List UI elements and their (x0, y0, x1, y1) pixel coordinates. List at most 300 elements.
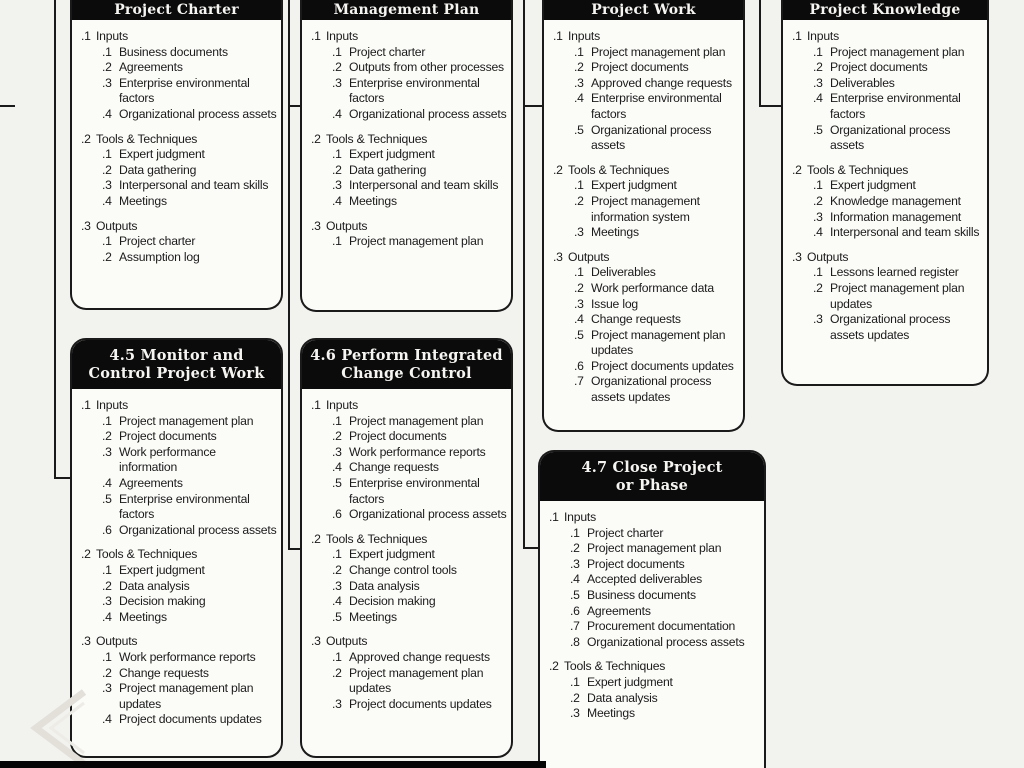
item-number: .3 (81, 218, 91, 233)
list-item (332, 460, 507, 476)
list-item (102, 60, 277, 76)
item-number: .2 (81, 131, 91, 146)
title-line: or Phase (615, 477, 689, 494)
item-number: .2 (332, 665, 342, 680)
list-item (102, 445, 277, 476)
list-item (102, 523, 277, 539)
item-number: .3 (813, 75, 823, 90)
item-text: Data gathering (349, 162, 427, 177)
item-number: .1 (102, 562, 112, 577)
item-number: .5 (332, 475, 342, 490)
section-items (81, 234, 277, 265)
item-text: Change requests (591, 312, 681, 327)
title-line: 4.5 Monitor and (109, 347, 244, 364)
item-text: Work performance reports (119, 649, 256, 664)
item-number: .1 (813, 178, 823, 193)
item-text: Expert judgment (119, 147, 205, 162)
section-label (311, 398, 507, 414)
list-item (102, 476, 277, 492)
list-item (102, 579, 277, 595)
list-item (102, 163, 277, 179)
section-label (549, 510, 760, 526)
list-item (574, 123, 739, 154)
section-inputs (311, 29, 507, 123)
item-text: Project documents updates (591, 358, 734, 373)
list-item (332, 194, 507, 210)
item-text: Project management information system (591, 193, 700, 224)
item-text: Project management plan (830, 44, 965, 59)
item-text: Agreements (587, 603, 651, 618)
item-number: .4 (570, 572, 580, 587)
list-item (574, 359, 739, 375)
item-text: Data analysis (349, 578, 420, 593)
item-text: Interpersonal and team skills (349, 178, 499, 193)
section-items (81, 45, 277, 123)
item-number: .1 (332, 147, 342, 162)
item-text: Outputs (568, 249, 610, 264)
item-text: Outputs (96, 634, 138, 649)
list-item (102, 76, 277, 107)
item-number: .3 (332, 696, 342, 711)
list-item (332, 163, 507, 179)
item-text: Agreements (119, 475, 183, 490)
item-text: Enterprise environmental factors (119, 75, 250, 106)
section-items (311, 234, 507, 250)
item-text: Project management plan updates (119, 681, 254, 711)
list-item (102, 492, 277, 523)
item-number: .2 (570, 541, 580, 556)
list-item (332, 414, 507, 430)
item-text: Lessons learned register (830, 265, 959, 280)
process-box-4-7 (538, 450, 766, 768)
item-number: .7 (570, 619, 580, 634)
list-item (102, 234, 277, 250)
item-number: .5 (574, 122, 584, 137)
item-number: .2 (574, 60, 584, 75)
list-item (332, 697, 507, 713)
item-text: Inputs (96, 398, 129, 412)
item-number: .2 (813, 193, 823, 208)
item-number: .1 (102, 147, 112, 162)
list-item (332, 234, 507, 250)
list-item (332, 610, 507, 626)
list-item (102, 666, 277, 682)
item-number: .4 (813, 91, 823, 106)
section-items (553, 178, 739, 240)
process-box-body (544, 20, 743, 421)
item-number: .5 (102, 491, 112, 506)
item-number: .1 (549, 510, 559, 524)
item-text: Change control tools (349, 562, 457, 577)
item-text: Outputs (96, 218, 138, 233)
list-item (332, 563, 507, 579)
item-text: Expert judgment (349, 547, 435, 562)
watermark-chevron-icon (20, 686, 98, 768)
item-number: .2 (311, 131, 321, 146)
item-text: Inputs (96, 29, 129, 43)
item-number: .1 (813, 265, 823, 280)
item-text: Information management (830, 209, 962, 224)
section-inputs (311, 398, 507, 523)
section-label (553, 250, 739, 266)
item-number: .1 (81, 398, 91, 412)
item-number: .5 (574, 327, 584, 342)
item-text: Enterprise environmental factors (119, 491, 250, 522)
list-item (332, 45, 507, 61)
title-line: 4.6 Perform Integrated (310, 347, 503, 364)
item-text: Outputs from other processes (349, 60, 504, 75)
list-item (813, 76, 983, 92)
item-number: .1 (792, 29, 802, 43)
item-number: .3 (813, 312, 823, 327)
item-number: .1 (574, 44, 584, 59)
item-text: Data analysis (119, 578, 190, 593)
list-item (574, 281, 739, 297)
item-text: Knowledge management (830, 193, 961, 208)
process-box-4-5 (70, 338, 283, 758)
process-box-4-6 (300, 338, 513, 758)
list-item (570, 572, 760, 588)
list-item (574, 91, 739, 122)
list-item (574, 194, 739, 225)
item-text: Project documents updates (119, 712, 262, 727)
section-items (549, 526, 760, 651)
connector-g23-stub-4-3 (523, 105, 544, 107)
item-number: .3 (332, 444, 342, 459)
item-number: .3 (102, 594, 112, 609)
list-item (813, 225, 983, 241)
item-number: .4 (574, 91, 584, 106)
list-item (574, 328, 739, 359)
item-text: Interpersonal and team skills (830, 225, 980, 240)
list-item (574, 225, 739, 241)
item-number: .1 (332, 44, 342, 59)
item-number: .1 (332, 234, 342, 249)
item-number: .7 (574, 374, 584, 389)
section-items (311, 650, 507, 712)
item-number: .1 (81, 29, 91, 43)
item-number: .2 (102, 665, 112, 680)
item-text: Project documents (591, 60, 689, 75)
section-items (311, 414, 507, 523)
item-number: .8 (570, 634, 580, 649)
title-line: Project Charter (114, 2, 239, 18)
item-number: .2 (102, 249, 112, 264)
item-number: .2 (332, 429, 342, 444)
section-label (549, 659, 760, 675)
item-text: Inputs (807, 29, 840, 43)
section-items (553, 45, 739, 154)
item-text: Expert judgment (349, 147, 435, 162)
list-item (332, 507, 507, 523)
list-item (102, 594, 277, 610)
list-item (332, 594, 507, 610)
connector-g23-vertical (523, 0, 525, 549)
item-text: Issue log (591, 296, 638, 311)
item-text: Enterprise environmental factors (591, 91, 722, 121)
connector-left-vertical (54, 0, 56, 479)
item-number: .4 (332, 594, 342, 609)
item-text: Project management plan (349, 234, 484, 249)
item-number: .2 (81, 547, 91, 562)
section-tools-techniques (549, 659, 760, 721)
item-number: .2 (311, 531, 321, 546)
item-number: .3 (332, 178, 342, 193)
item-number: .1 (553, 29, 563, 43)
item-text: Accepted deliverables (587, 572, 703, 587)
item-text: Enterprise environmental factors (349, 75, 480, 106)
list-item (813, 60, 983, 76)
list-item (332, 476, 507, 507)
item-text: Organizational process assets updates (830, 312, 951, 342)
list-item (813, 210, 983, 226)
list-item (102, 107, 277, 123)
item-number: .2 (102, 429, 112, 444)
section-label (792, 29, 983, 45)
section-tools-techniques (792, 163, 983, 241)
section-items (549, 675, 760, 722)
title-line: 4.7 Close Project (581, 459, 723, 476)
item-text: Inputs (326, 29, 359, 43)
item-text: Organizational process assets (349, 507, 507, 522)
list-item (102, 429, 277, 445)
item-text: Tools & Techniques (326, 531, 428, 546)
item-text: Tools & Techniques (568, 162, 670, 177)
list-item (102, 650, 277, 666)
item-number: .4 (574, 312, 584, 327)
section-label (311, 532, 507, 548)
item-number: .6 (570, 603, 580, 618)
item-number: .4 (332, 460, 342, 475)
process-box-title (302, 340, 511, 389)
list-item (574, 265, 739, 281)
item-text: Project charter (587, 525, 664, 540)
list-item (574, 178, 739, 194)
item-number: .3 (311, 218, 321, 233)
list-item (570, 588, 760, 604)
item-number: .2 (553, 162, 563, 177)
item-number: .4 (102, 106, 112, 121)
item-number: .2 (332, 60, 342, 75)
list-item (332, 76, 507, 107)
list-item (332, 429, 507, 445)
item-text: Work performance reports (349, 444, 486, 459)
process-box-title (540, 452, 764, 501)
section-label (311, 634, 507, 650)
process-box-body (302, 389, 511, 727)
item-number: .2 (570, 690, 580, 705)
section-label (792, 250, 983, 266)
item-number: .1 (574, 265, 584, 280)
section-inputs (553, 29, 739, 154)
item-text: Project management plan updates (591, 327, 726, 358)
item-text: Inputs (568, 29, 601, 43)
item-number: .3 (813, 209, 823, 224)
section-label (81, 634, 277, 650)
item-text: Meetings (349, 193, 397, 208)
item-text: Organizational process assets (587, 634, 745, 649)
section-items (553, 265, 739, 405)
connector-g34-stub-4-4 (759, 105, 783, 107)
title-line: Control Project Work (88, 365, 265, 382)
section-items (81, 563, 277, 625)
section-tools-techniques (81, 547, 277, 625)
section-items (81, 414, 277, 539)
item-text: Meetings (591, 225, 639, 240)
list-item (570, 557, 760, 573)
list-item (102, 681, 277, 712)
item-text: Organizational process assets (119, 522, 277, 537)
list-item (570, 635, 760, 651)
list-item (813, 178, 983, 194)
process-box-title (544, 0, 743, 20)
item-number: .1 (102, 413, 112, 428)
item-text: Work performance data (591, 280, 714, 295)
list-item (332, 178, 507, 194)
list-item (570, 706, 760, 722)
item-text: Decision making (119, 594, 206, 609)
list-item (332, 666, 507, 697)
item-number: .3 (553, 249, 563, 264)
item-text: Work performance information (119, 444, 216, 475)
item-text: Meetings (119, 193, 167, 208)
item-number: .4 (332, 193, 342, 208)
item-text: Organizational process assets updates (591, 374, 712, 405)
process-box-4-2 (300, 0, 513, 312)
section-outputs (553, 250, 739, 406)
list-item (813, 265, 983, 281)
connector-g12-vertical (288, 0, 290, 550)
item-number: .3 (81, 634, 91, 649)
process-box-title (72, 0, 281, 20)
item-text: Tools & Techniques (96, 131, 198, 146)
item-number: .1 (311, 398, 321, 412)
process-box-title (783, 0, 987, 20)
item-text: Business documents (587, 587, 696, 602)
section-outputs (81, 219, 277, 266)
item-text: Project management plan updates (349, 665, 484, 696)
title-line: Change Control (341, 365, 472, 382)
item-text: Data gathering (119, 162, 197, 177)
list-item (102, 250, 277, 266)
item-number: .3 (311, 634, 321, 649)
item-number: .6 (102, 522, 112, 537)
list-item (332, 107, 507, 123)
item-text: Project charter (119, 234, 196, 249)
item-text: Project charter (349, 44, 426, 59)
item-text: Project management plan (591, 44, 726, 59)
section-outputs (311, 219, 507, 250)
item-number: .3 (574, 75, 584, 90)
list-item (570, 526, 760, 542)
item-text: Inputs (326, 398, 359, 412)
item-number: .3 (102, 444, 112, 459)
item-text: Inputs (564, 510, 597, 524)
item-number: .2 (574, 280, 584, 295)
title-line: Project Work (591, 2, 696, 18)
item-number: .2 (102, 60, 112, 75)
item-text: Tools & Techniques (326, 131, 428, 146)
item-text: Tools & Techniques (96, 547, 198, 562)
list-item (102, 414, 277, 430)
item-text: Project management plan (119, 413, 254, 428)
section-label (553, 163, 739, 179)
item-number: .3 (332, 578, 342, 593)
section-items (311, 45, 507, 123)
list-item (813, 281, 983, 312)
item-text: Business documents (119, 44, 228, 59)
list-item (332, 147, 507, 163)
section-items (792, 178, 983, 240)
section-label (81, 219, 277, 235)
item-number: .5 (332, 609, 342, 624)
item-text: Meetings (587, 706, 635, 721)
section-inputs (81, 398, 277, 538)
process-box-body (540, 501, 764, 737)
item-text: Meetings (119, 609, 167, 624)
list-item (102, 178, 277, 194)
section-label (81, 398, 277, 414)
item-text: Procurement documentation (587, 619, 736, 634)
list-item (332, 650, 507, 666)
item-number: .3 (792, 249, 802, 264)
process-box-title (72, 340, 281, 389)
item-text: Outputs (326, 218, 368, 233)
list-item (102, 194, 277, 210)
item-number: .1 (570, 525, 580, 540)
process-box-body (72, 20, 281, 280)
section-label (553, 29, 739, 45)
item-number: .2 (792, 162, 802, 177)
section-tools-techniques (311, 532, 507, 626)
item-text: Decision making (349, 594, 436, 609)
process-box-body (783, 20, 987, 358)
list-item (574, 374, 739, 405)
item-text: Project management plan (349, 413, 484, 428)
section-items (81, 147, 277, 209)
item-number: .3 (102, 178, 112, 193)
section-items (311, 147, 507, 209)
section-items (792, 265, 983, 343)
list-item (813, 123, 983, 154)
item-text: Expert judgment (587, 674, 673, 689)
item-number: .3 (102, 75, 112, 90)
section-items (81, 650, 277, 728)
section-inputs (792, 29, 983, 154)
item-number: .1 (570, 674, 580, 689)
section-items (792, 45, 983, 154)
section-outputs (311, 634, 507, 712)
item-number: .2 (813, 280, 823, 295)
title-line: Management Plan (333, 2, 480, 18)
connector-g34-vertical (759, 0, 761, 107)
item-text: Tools & Techniques (564, 659, 666, 674)
list-item (332, 579, 507, 595)
section-outputs (81, 634, 277, 728)
list-item (332, 60, 507, 76)
item-number: .4 (813, 225, 823, 240)
list-item (570, 541, 760, 557)
item-number: .2 (102, 162, 112, 177)
section-tools-techniques (81, 132, 277, 210)
item-text: Approved change requests (591, 75, 732, 90)
list-item (570, 604, 760, 620)
list-item (813, 91, 983, 122)
item-number: .1 (332, 413, 342, 428)
item-text: Project documents (830, 60, 928, 75)
item-text: Expert judgment (591, 178, 677, 193)
item-number: .4 (102, 193, 112, 208)
